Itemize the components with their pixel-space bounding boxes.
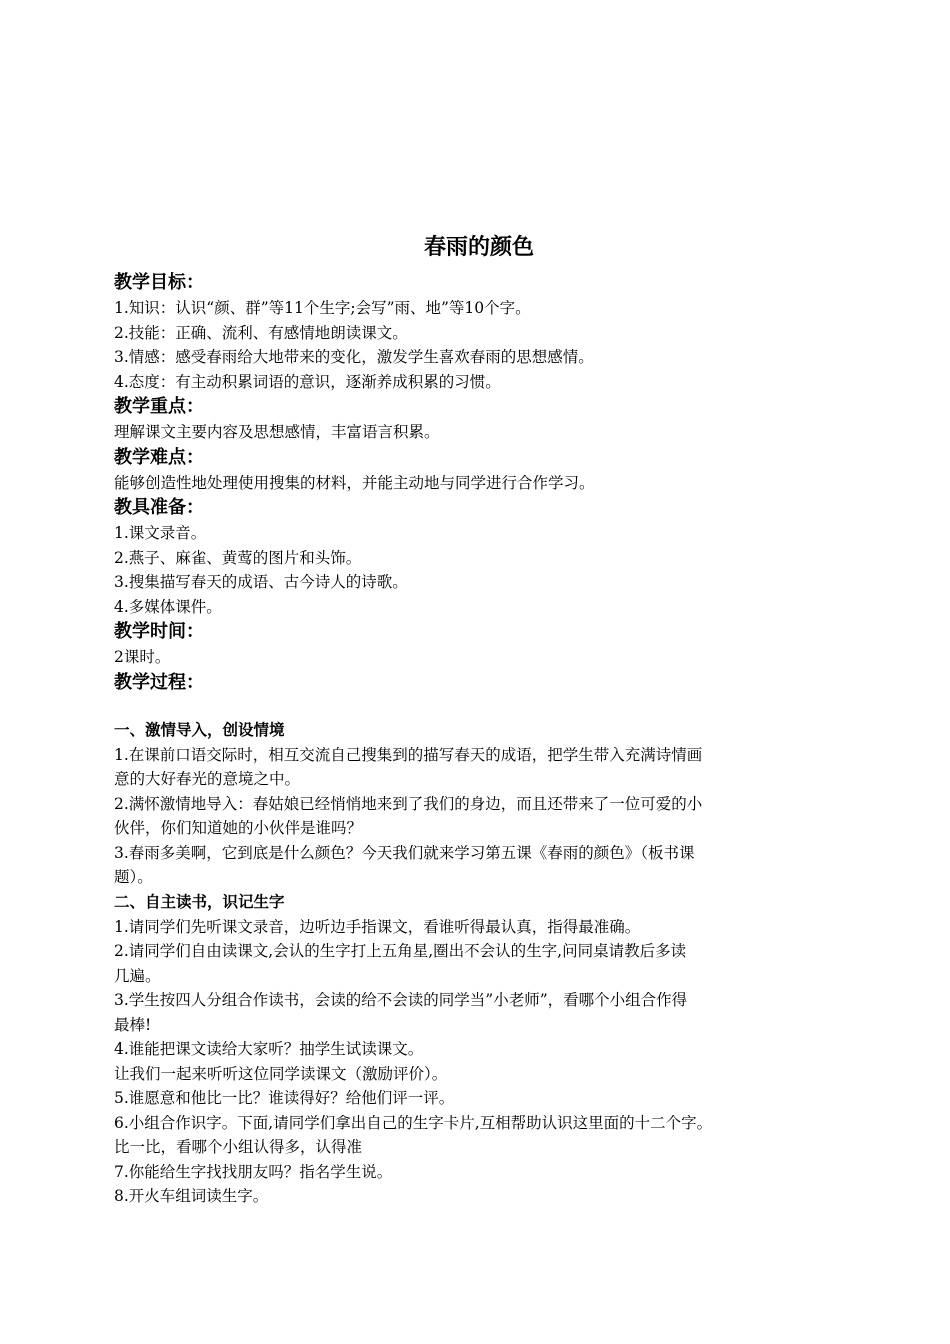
- process-line: 2.请同学们自由读课文,会认的生字打上五角星,圈出不会认的生字,问同桌请教后多读: [114, 942, 687, 960]
- process-line: 1.在课前口语交际时，相互交流自己搜集到的描写春天的成语，把学生带入充满诗情画: [114, 745, 703, 764]
- process-line: 最棒!: [114, 1015, 152, 1034]
- material-item: 2.燕子、麻雀、黄莺的图片和头饰。: [114, 548, 362, 567]
- time-heading: 教学时间：: [114, 621, 204, 642]
- difficulties-text: 能够创造性地处理使用搜集的材料，并能主动地与同学进行合作学习。: [114, 473, 595, 492]
- objective-item: 3.情感：感受春雨给大地带来的变化，激发学生喜欢春雨的思想感情。: [114, 348, 594, 366]
- process-line: 4.谁能把课文读给大家听？抽学生试读课文。: [114, 1040, 424, 1058]
- process-line: 2.满怀激情地导入：春姑娘已经悄悄地来到了我们的身边，而且还带来了一位可爱的小: [114, 794, 703, 813]
- material-item: 3.搜集描写春天的成语、古今诗人的诗歌。: [114, 573, 408, 591]
- objective-item: 2.技能：正确、流利、有感情地朗读课文。: [114, 323, 408, 342]
- process-line: 3.学生按四人分组合作读书，会读的给不会读的同学当”小老师”，看哪个小组合作得: [114, 991, 688, 1009]
- difficulties-heading: 教学难点：: [114, 446, 204, 468]
- document-title: 春雨的颜色: [423, 235, 534, 260]
- key-points-heading: 教学重点：: [114, 396, 204, 417]
- process-line: 意的大好春光的意境之中。: [114, 770, 301, 788]
- objectives-heading: 教学目标：: [114, 272, 204, 293]
- process-line: 1.请同学们先听课文录音，边听边手指课文，看谁听得最认真，指得最准确。: [114, 917, 641, 936]
- process-line: 几遍。: [114, 966, 161, 985]
- process-line: 题）。: [114, 868, 153, 886]
- objective-item: 1.知识：认识“颜、群”等11个生字;会写”雨、地”等10个字。: [114, 299, 531, 317]
- process-line: 让我们一起来听听这位同学读课文（激励评价）。: [114, 1064, 448, 1083]
- process-line: 7.你能给生字找找朋友吗？指名学生说。: [114, 1162, 393, 1181]
- process-line: 8.开火车组词读生字。: [114, 1187, 269, 1205]
- process-line: 6.小组合作识字。下面,请同学们拿出自己的生字卡片,互相帮助认识这里面的十二个字。: [114, 1113, 713, 1132]
- key-points-text: 理解课文主要内容及思想感情，丰富语言积累。: [114, 423, 440, 441]
- process-line: 伙伴，你们知道她的小伙伴是谁吗？: [114, 819, 363, 837]
- process-heading: 教学过程：: [114, 671, 204, 693]
- document-page: [114, 230, 844, 1209]
- process-line: 3.春雨多美啊，它到底是什么颜色？今天我们就来学习第五课《春雨的颜色》（板书课: [114, 843, 695, 862]
- section-title: 一、激情导入，创设情境: [114, 720, 285, 739]
- materials-heading: 教具准备：: [114, 497, 204, 518]
- material-item: 1.课文录音。: [114, 524, 207, 542]
- process-line: 5.谁愿意和他比一比？谁读得好？给他们评一评。: [114, 1089, 455, 1107]
- section-title: 二、自主读书，识记生字: [114, 892, 285, 911]
- time-text: 2课时。: [114, 648, 171, 666]
- spacer: [114, 696, 844, 718]
- material-item: 4.多媒体课件。: [114, 597, 222, 616]
- process-line: 比一比，看哪个小组认得多，认得准: [114, 1138, 363, 1156]
- objective-item: 4.态度：有主动积累词语的意识，逐渐养成积累的习惯。: [114, 372, 501, 391]
